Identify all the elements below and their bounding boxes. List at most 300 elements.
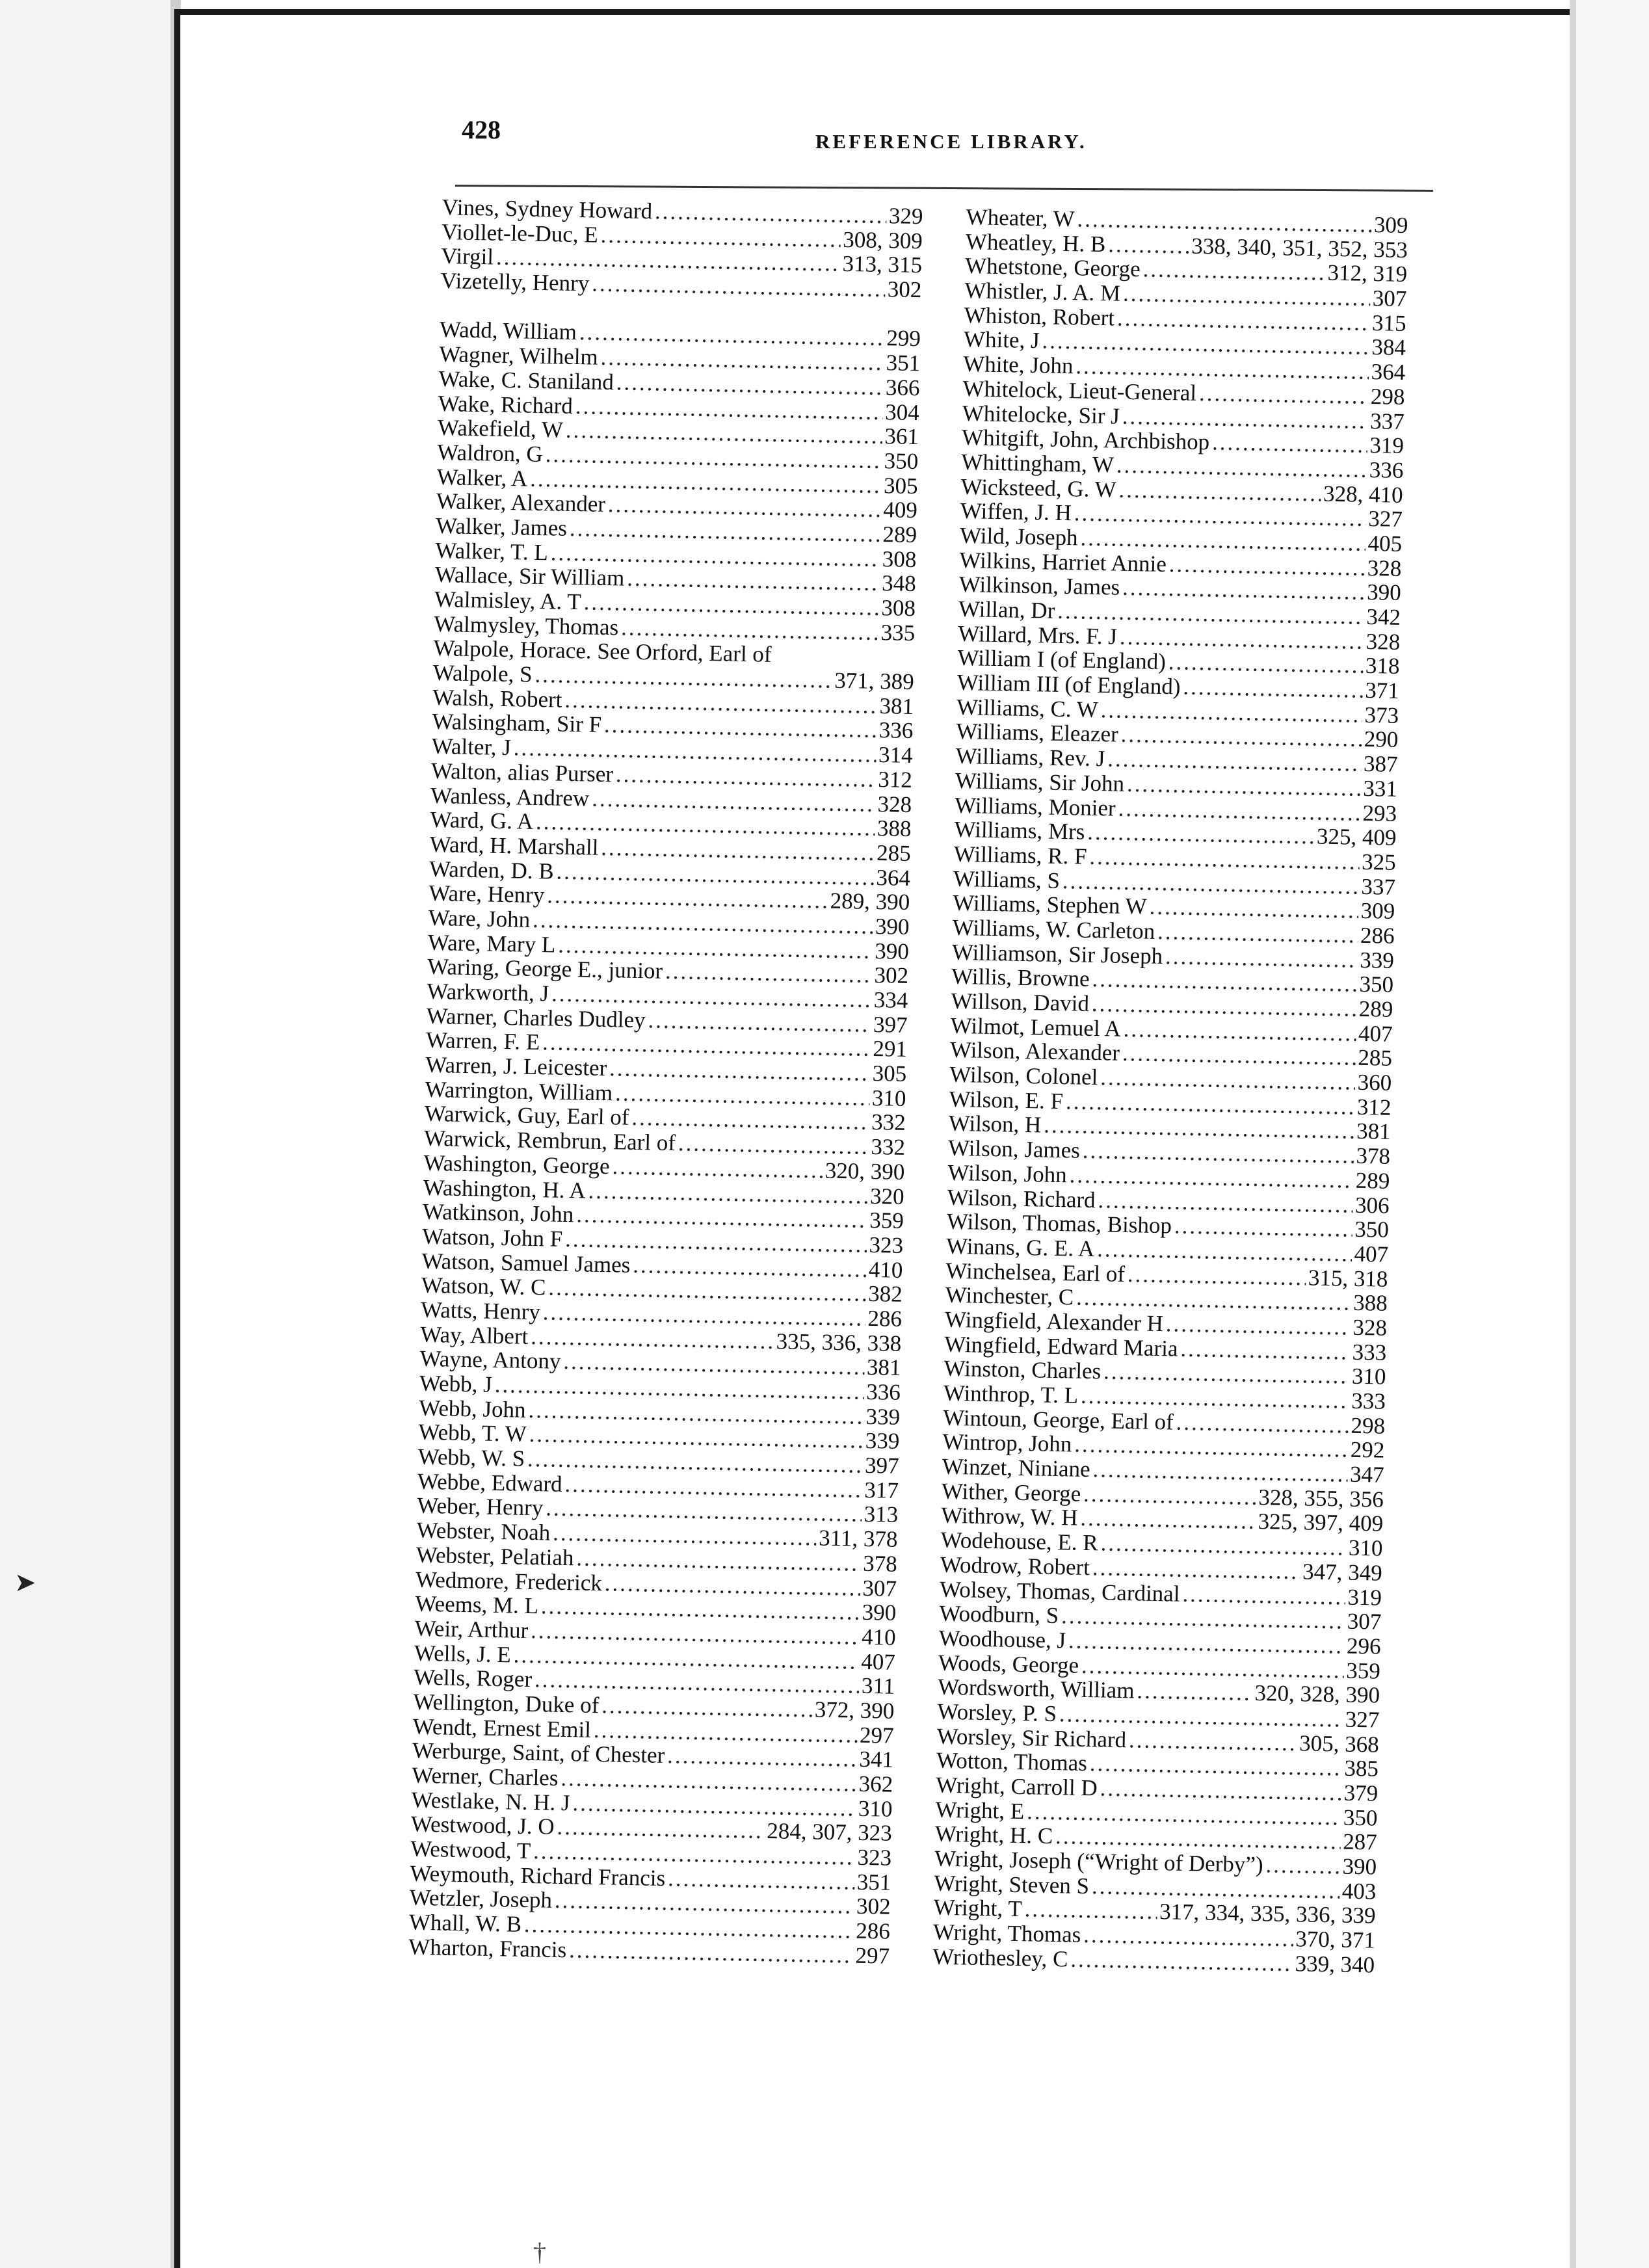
scan-frame-top [174,9,1649,15]
entry-pages: 371, 389 [834,667,915,695]
entry-pages: 312, 319 [1327,260,1408,287]
dot-leader [612,1154,823,1183]
entry-pages: 297 [855,1942,890,1969]
dot-leader [1212,430,1367,458]
entry-pages: 407 [1358,1020,1393,1047]
entry-pages: 390 [874,938,910,964]
dot-leader [1168,552,1365,580]
entry-name: Wicksteed, G. W [960,473,1117,503]
entry-pages: 328 [877,791,912,817]
dot-leader [1142,257,1325,285]
entry-pages: 317, 334, 335, 336, 339 [1159,1899,1376,1929]
entry-name: Whittingham, W [961,449,1115,478]
entry-pages: 305 [872,1061,907,1087]
entry-name: Walsh, Robert [432,684,562,713]
entry-pages: 289 [1358,996,1393,1022]
entry-name: Webster, Pelatiah [416,1542,574,1571]
entry-pages: 285 [876,839,912,866]
entry-name: Whall, W. B [408,1909,522,1937]
entry-pages: 293 [1362,800,1397,826]
entry-pages: 285 [1358,1045,1393,1072]
entry-pages: 385 [1344,1755,1379,1782]
entry-name: Vines, Sydney Howard [442,194,653,224]
dot-leader [648,1008,871,1036]
entry-pages: 350 [1359,971,1394,998]
entry-pages: 305, 368 [1299,1730,1380,1758]
entry-name: Weymouth, Richard Francis [410,1860,666,1891]
entry-name: Williams, Sir John [955,767,1125,797]
entry-name: Webb, W. S [417,1444,525,1471]
entry-pages: 382 [867,1281,903,1308]
entry-pages: 309 [1373,212,1408,239]
entry-name: Weber, Henry [416,1493,544,1521]
entry-pages: 286 [1360,922,1395,949]
entry-name: White, J [963,326,1040,354]
entry-name: Wodehouse, E. R [940,1527,1099,1556]
entry-pages: 390 [875,913,910,940]
entry-pages: 313, 315 [842,251,923,278]
entry-pages: 314 [878,742,913,769]
entry-pages: 347 [1349,1461,1384,1488]
entry-pages: 309 [1360,898,1395,925]
entry-name: Wolsey, Thomas, Cardinal [939,1576,1180,1607]
entry-pages: 381 [879,692,914,719]
entry-name: Whetstone, George [964,253,1141,282]
entry-name: Wayne, Antony [419,1345,561,1375]
entry-name: Wallace, Sir William [434,562,625,591]
entry-name: Warren, F. E [425,1027,540,1055]
dot-leader [668,1866,854,1894]
entry-name: Wilson, Thomas, Bishop [946,1208,1172,1239]
entry-name: Werburge, Saint, of Chester [412,1737,665,1769]
dot-leader [1128,1262,1306,1290]
entry-pages: 333 [1351,1388,1386,1414]
entry-name: William I (of England) [957,645,1167,675]
dot-leader [1165,944,1358,972]
entry-name: Walton, alias Purser [430,758,614,787]
dot-leader [1108,232,1189,258]
dot-leader [1166,1312,1351,1339]
dot-leader [1083,1482,1256,1510]
entry-pages: 329 [888,203,923,230]
dot-leader [569,1938,853,1968]
scan-margin-left [0,0,176,2268]
entry-pages: 381 [866,1354,901,1381]
entry-pages: 407 [1354,1241,1389,1267]
entry-pages: 296 [1346,1633,1381,1659]
entry-name: Wodrow, Robert [940,1551,1090,1580]
entry-name: Webster, Noah [416,1517,551,1546]
entry-pages: 315, 318 [1308,1264,1388,1292]
entry-pages: 328, 410 [1323,481,1403,508]
entry-name: Walker, Alexander [436,488,606,518]
dot-leader [1174,1214,1352,1242]
entry-name: Watts, Henry [420,1297,541,1325]
index-column-right [932,205,1408,1977]
entry-name: Walsingham, Sir F [432,709,602,738]
dot-leader [557,1815,764,1843]
entry-pages: 342 [1366,603,1401,630]
dot-leader [1168,650,1364,678]
entry-name: Wordsworth, William [937,1674,1135,1704]
dot-leader [667,1743,857,1771]
entry-pages: 360 [1357,1069,1392,1096]
entry-name: Wetzler, Joseph [409,1884,553,1914]
entry-pages: 359 [869,1207,904,1234]
entry-name: Wingfield, Alexander H [944,1306,1164,1337]
dot-leader [1180,1336,1350,1364]
entry-name: Winston, Charles [943,1355,1102,1384]
dot-leader [601,1693,812,1722]
entry-pages: 339 [1359,947,1395,973]
entry-pages: 304 [884,399,920,425]
entry-name: Waring, George E., junior [427,954,663,984]
entry-pages: 286 [855,1918,891,1944]
dot-leader [1176,1410,1349,1438]
entry-name: Wilkins, Harriet Annie [959,547,1167,577]
entry-name: Warkworth, J [427,978,549,1007]
entry-name: Waldron, G [437,439,544,467]
entry-pages: 341 [859,1747,894,1773]
entry-name: Wither, George [941,1478,1081,1507]
entry-name: Viollet-le-Duc, E [441,218,599,248]
entry-name: Weir, Arthur [414,1615,529,1643]
entry-name: Watkinson, John [422,1198,574,1228]
entry-name: Williams, Eleazer [956,719,1119,748]
entry-pages: 359 [1345,1657,1381,1684]
entry-pages: 403 [1341,1878,1377,1905]
dot-leader [678,1131,869,1159]
entry-name: Westwood, T [410,1836,531,1864]
entry-pages: 310 [871,1085,906,1111]
entry-name: Walker, A [436,464,528,492]
entry-name: Williams, R. F [953,841,1087,869]
entry-name: Wright, Steven S [934,1870,1090,1899]
entry-name: Wright, Carroll D [935,1772,1098,1801]
entry-name: Williams, Mrs [954,817,1085,845]
entry-name: Whitgift, John, Archbishop [961,425,1210,455]
entry-pages: 317 [864,1477,899,1503]
entry-pages: 381 [1356,1118,1392,1145]
entry-pages: 328, 355, 356 [1258,1484,1384,1512]
entry-name: Williams, Rev. J [955,743,1105,772]
entry-name: Winchelsea, Earl of [945,1258,1126,1287]
entry-pages: 302 [874,962,909,989]
entry-name: Withrow, W. H [940,1503,1078,1531]
entry-name: Wharton, Francis [408,1934,567,1962]
entry-pages: 310 [1348,1535,1383,1561]
entry-name: Wiffen, J. H [960,498,1072,526]
entry-name: Vizetelly, Henry [440,268,590,297]
entry-pages: 311 [861,1673,895,1700]
entry-pages: 336 [878,717,914,744]
entry-pages: 384 [1371,334,1406,361]
entry-pages: 362 [858,1771,893,1797]
entry-pages: 339 [865,1403,901,1430]
entry-pages: 328 [1365,628,1401,655]
entry-name: Ware, Mary L [427,929,556,958]
margin-mark-icon: ➤ [14,1568,36,1597]
entry-pages: 298 [1370,383,1405,410]
entry-pages: 328 [1367,555,1402,581]
entry-pages: 284, 307, 323 [766,1818,893,1847]
entry-name: Walker, James [435,512,568,541]
entry-name: Ware, Henry [429,880,545,908]
entry-pages: 310 [858,1795,893,1822]
entry-pages: 339, 340 [1295,1951,1375,1978]
entry-name: Worsley, Sir Richard [936,1723,1127,1752]
entry-pages: 323 [869,1232,904,1258]
entry-pages: 339 [865,1428,900,1455]
entry-name: Wilson, E. F [949,1086,1064,1114]
scan-frame-left [174,9,180,2268]
entry-pages: 350 [1354,1216,1390,1243]
entry-pages: 335, 336, 338 [776,1328,902,1356]
running-head: REFERENCE LIBRARY. [815,130,1087,153]
entry-pages: 307 [1372,285,1407,312]
dot-leader [1129,1728,1297,1756]
entry-name: Wheater, W [966,204,1075,232]
entry-pages: 410 [861,1624,896,1650]
entry-name: Wilkinson, James [958,572,1120,600]
entry-pages: 397 [864,1452,899,1479]
dot-leader [1118,477,1321,506]
dot-leader [1137,1679,1252,1706]
entry-name: Winthrop, T. L [943,1380,1079,1408]
entry-name: Watson, W. C [421,1272,546,1300]
entry-pages: 290 [1364,726,1399,753]
entry-pages: 302 [887,276,922,303]
entry-name: Wotton, Thomas [936,1747,1088,1776]
entry-pages: 370, 371 [1295,1926,1376,1953]
entry-name: White, John [962,351,1074,379]
entry-pages: 306 [1354,1192,1390,1219]
entry-name: William III (of England) [956,669,1181,700]
entry-pages: 378 [862,1550,898,1577]
entry-name: Werner, Charles [411,1762,559,1791]
entry-name: Wendt, Ernest Emil [412,1713,592,1743]
entry-name: Williams, S [953,865,1061,893]
entry-name: Wriothesley, C [932,1944,1068,1972]
entry-pages: 338, 340, 351, 352, 353 [1191,233,1408,263]
entry-pages: 308 [882,546,917,572]
entry-name: Williams, C. W [956,694,1099,722]
entry-pages: 332 [871,1109,906,1136]
entry-name: Watson, John F [421,1223,563,1252]
entry-pages: 364 [1371,359,1406,386]
entry-pages: 320 [869,1183,904,1209]
entry-pages: 331 [1363,775,1398,802]
entry-pages: 319 [1347,1584,1382,1611]
entry-pages: 287 [1342,1828,1378,1855]
entry-name: Wilson, John [947,1159,1068,1188]
entry-name: Woodhouse, J [938,1625,1066,1654]
entry-pages: 347, 349 [1302,1559,1383,1586]
entry-name: Wagner, Wilhelm [438,341,599,370]
entry-name: Williams, W. Carleton [952,914,1155,944]
entry-pages: 291 [873,1036,908,1062]
entry-pages: 286 [867,1305,903,1332]
entry-name: Walter, J [431,733,512,761]
entry-name: Webb, John [418,1395,526,1423]
entry-name: Warner, Charles Dudley [426,1003,646,1033]
entry-name: Walpole, Horace. See Orford, Earl of [433,635,772,668]
entry-pages: 397 [873,1011,908,1038]
header-rule [455,185,1433,192]
entry-pages: 336 [1369,456,1404,483]
entry-pages: 379 [1343,1780,1379,1806]
entry-name: Warren, J. Leicester [425,1051,607,1081]
entry-pages: 319 [1369,432,1405,459]
entry-name: Ward, G. A [430,807,534,835]
entry-pages: 373 [1364,702,1399,728]
entry-pages: 312 [1356,1094,1392,1120]
entry-name: Wright, Joseph (“Wright of Derby”) [934,1845,1263,1878]
entry-name: Ware, John [428,904,531,932]
entry-name: Wheatley, H. B [965,228,1106,257]
entry-name: Winans, G. E. A [945,1233,1095,1261]
dot-leader [1024,1897,1157,1925]
entry-pages: 372, 390 [814,1696,895,1724]
entry-pages: 289, 390 [830,888,910,916]
entry-name: Wilson, H [948,1111,1042,1138]
entry-name: Whiston, Robert [964,302,1115,331]
entry-pages: 302 [856,1893,891,1920]
entry-name: Wright, Thomas [932,1919,1081,1947]
entry-name: Wilson, James [947,1135,1081,1163]
entry-pages: 334 [873,986,908,1013]
dot-leader [1183,675,1363,703]
entry-name: Woodburn, S [939,1600,1059,1629]
entry-pages: 292 [1350,1437,1385,1464]
entry-name: Wedmore, Frederick [415,1566,603,1596]
entry-name: Virgil [440,243,494,270]
entry-name: Weems, M. L [415,1590,539,1619]
entry-pages: 289 [882,521,917,548]
entry-pages: 312 [878,766,913,793]
page-number: 428 [462,115,501,144]
dot-leader [1157,919,1358,948]
entry-pages: 327 [1367,506,1403,533]
entry-name: Westwood, J. O [410,1811,555,1840]
entry-pages: 364 [876,864,911,891]
entry-name: Walpole, S [432,659,533,687]
entry-pages: 318 [1365,653,1400,679]
entry-name: Way, Albert [419,1321,529,1349]
entry-name: Walmisley, A. T [434,586,582,615]
entry-pages: 371 [1364,677,1400,704]
dot-leader [1199,381,1369,409]
entry-pages: 405 [1367,530,1403,557]
entry-name: Wake, Richard [438,390,574,419]
entry-name: Warden, D. B [429,856,555,884]
bottom-mark-icon: † [533,2237,546,2267]
entry-pages: 350 [884,448,919,475]
entry-name: Wells, Roger [413,1664,533,1693]
entry-name: Wright, H. C [934,1821,1053,1849]
dot-leader [665,959,872,988]
entry-name: Williamson, Sir Joseph [951,939,1163,969]
entry-pages: 311, 378 [818,1525,898,1552]
entry-pages: 332 [871,1134,906,1161]
entry-pages: 366 [885,374,920,401]
entry-name: Westlake, N. H. J [411,1787,571,1815]
dot-leader [1182,1581,1345,1609]
entry-name: Wilson, Richard [947,1184,1096,1213]
entry-pages: 328 [1352,1314,1388,1341]
entry-name: Wilson, Alexander [949,1037,1120,1066]
entry-pages: 327 [1345,1706,1380,1733]
dot-leader [1265,1853,1340,1879]
entry-name: Walmysley, Thomas [433,611,619,640]
entry-name: Whistler, J. A. M [964,278,1121,306]
page-edge-right [1570,0,1576,2268]
entry-name: Warwick, Rembrun, Earl of [423,1125,676,1156]
entry-pages: 315 [1371,310,1406,336]
entry-name: Webbe, Edward [417,1468,563,1497]
entry-pages: 351 [856,1869,891,1895]
entry-name: Whitelocke, Sir J [962,400,1120,429]
entry-name: Wilmot, Lemuel A [950,1012,1122,1042]
entry-name: Willson, David [951,988,1090,1016]
entry-name: Webb, T. W [418,1419,527,1447]
entry-pages: 297 [859,1722,895,1748]
entry-pages: 361 [884,423,919,450]
entry-name: Watson, Samuel James [421,1248,631,1278]
entry-pages: 337 [1361,873,1396,900]
entry-pages: 351 [886,350,921,376]
dot-leader [1080,1506,1256,1534]
entry-pages: 325 [1361,849,1397,875]
entry-name: Wingfield, Edward Maria [943,1331,1178,1362]
entry-pages: 307 [1347,1608,1382,1635]
entry-pages: 388 [877,815,912,842]
entry-name: Winchester, C [945,1282,1074,1310]
entry-pages: 310 [1351,1364,1386,1390]
entry-name: Wilson, Colonel [949,1061,1098,1090]
entry-name: Washington, H. A [423,1174,587,1204]
entry-pages: 388 [1352,1289,1388,1316]
entry-pages: 299 [886,325,921,352]
dot-leader [1083,1923,1293,1951]
entry-pages: 325, 397, 409 [1258,1509,1384,1537]
entry-pages: 409 [882,497,918,523]
entry-name: Wright, E [935,1797,1025,1824]
dot-leader [1070,1947,1293,1975]
entry-pages: 387 [1363,751,1398,778]
entry-name: Walker, T. L [435,537,549,565]
entry-pages: 336 [865,1378,901,1405]
entry-name: Wake, C. Staniland [438,365,614,395]
entry-pages: 333 [1352,1339,1387,1365]
entry-pages: 308 [881,595,916,622]
entry-name: Ward, H. Marshall [429,831,599,860]
entry-name: Warrington, William [425,1076,613,1106]
entry-name: Williams, Stephen W [953,890,1148,919]
entry-name: Whitelock, Lieut-General [962,375,1197,406]
entry-pages: 390 [862,1599,897,1626]
entry-name: Williams, Monier [954,792,1116,821]
entry-name: Wild, Joseph [959,522,1078,551]
entry-name: Wadd, William [439,317,577,345]
entry-name: Washington, George [423,1150,610,1180]
entry-name: Willard, Mrs. F. J [957,620,1118,650]
entry-pages: 390 [1366,579,1402,606]
entry-name: Willan, Dr [958,596,1055,624]
entry-pages: 307 [862,1575,897,1602]
entry-name: Wells, J. E [414,1640,512,1668]
entry-name: Wintrop, John [942,1429,1072,1457]
